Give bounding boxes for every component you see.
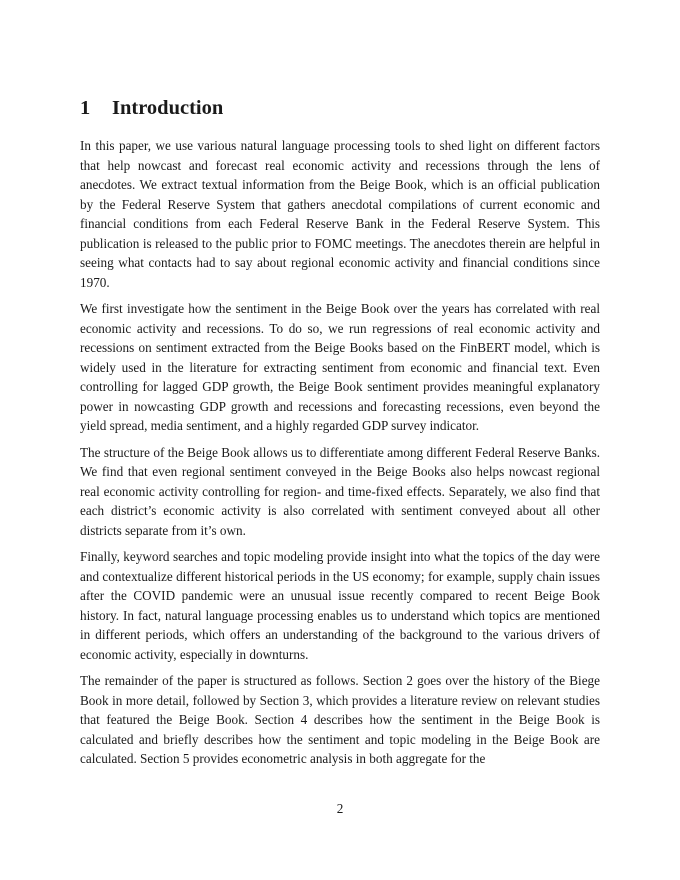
paragraph-4: Finally, keyword searches and topic modeling provide insight into what the topics of the day were and contextualize different historical periods in the US economy; for example, supply chain issues after the COVID pandemic were an unusual issue recently compared to recent Beige Book history. In fact, natural language processing enables us to understand which topics are mentioned in different periods, which offers an understanding of the background to the various drivers of economic activity, especially in downturns. (80, 549, 600, 662)
section-number: 1 (80, 97, 91, 119)
page-number: 2 (336, 801, 344, 816)
paragraph-3: The structure of the Beige Book allows us to differentiate among different Federal Reserve Banks. We find that even regional sentiment conveyed in the Beige Books also helps nowcast regional real economic activity controlling for region- and time-fixed effects. Separately, we also find that each district’s economic activity is also correlated with sentiment conveyed about all other districts separate from it’s own. (80, 444, 600, 538)
section-title: Introduction (112, 97, 224, 119)
page-body (80, 96, 600, 776)
paragraph-2: We first investigate how the sentiment in the Beige Book over the years has correlated with real economic activity and recessions. To do so, we run regressions of real economic activity and recessions on sentiment extracted from the Beige Books based on the FinBERT model, which is widely used in the literature for extracting sentiment from economic and financial text. Even controlling for lagged GDP growth, the Beige Book sentiment provides meaningful explanatory power in nowcasting GDP growth and recessions and forecasting recessions, even beyond the yield spread, media sentiment, and a highly regarded GDP survey indicator. (80, 301, 600, 433)
section-heading (80, 96, 600, 120)
paragraph-5: The remainder of the paper is structured as follows. Section 2 goes over the history of the Biege Book in more detail, followed by Section 3, which provides a literature review on relevant studies that featured the Beige Book. Section 4 describes how the sentiment in the Beige Book is calculated and briefly describes how the sentiment and topic modeling in the Beige Book are calculated. Section 5 provides econometric analysis in both aggregate for the (80, 673, 600, 766)
paragraph-1: In this paper, we use various natural language processing tools to shed light on different factors that help nowcast and forecast real economic activity and recessions through the lens of anecdotes. We extract textual information from the Beige Book, which is an official publication by the Federal Reserve System that gathers anecdotal compilations of current economic and financial conditions from each Federal Reserve Bank in the Federal Reserve System. This publication is released to the public prior to FOMC meetings. The anecdotes therein are helpful in seeing what contacts had to say about regional economic activity and financial conditions since 1970. (80, 138, 600, 290)
